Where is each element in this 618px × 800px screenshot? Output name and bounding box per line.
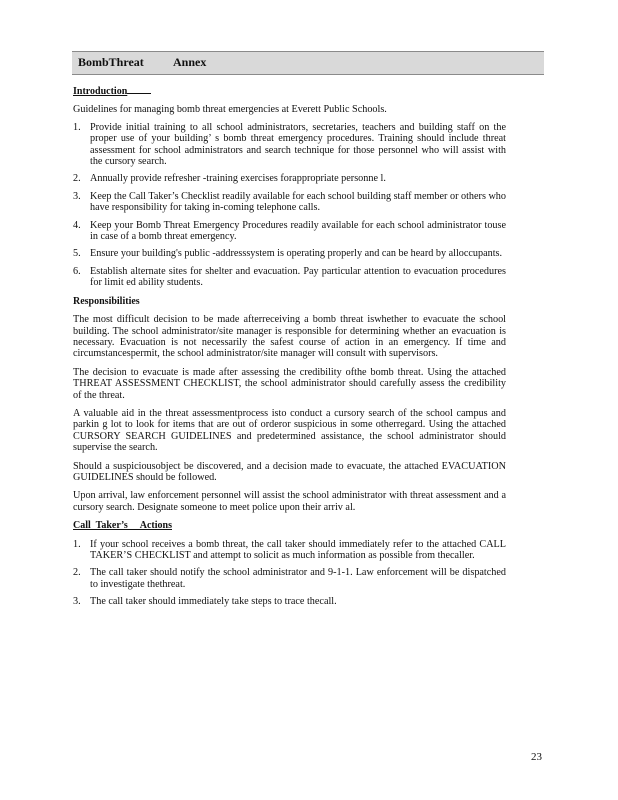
list-item [73, 266, 506, 289]
list-item [73, 248, 506, 259]
list-item-text: Ensure your building's public -addresssystem is operating properly and can be heard by alloccupants. [90, 248, 503, 260]
heading-underline [127, 84, 151, 94]
list-item [73, 220, 506, 243]
list-item [73, 539, 506, 562]
list-item-text: The call taker should immediately take steps to trace thecall. [90, 596, 337, 608]
header-annex-label: Annex [173, 55, 207, 69]
list-item [73, 596, 506, 607]
list-number: 1. [73, 121, 81, 133]
list-number: 2. [73, 567, 81, 579]
list-item-text: If your school receives a bomb threat, the call taker should immediately refer to the attached CALL TAKER’S CHECKLIST and attempt to solicit as much information as possible from thecaller. [90, 538, 506, 561]
list-number: 3. [73, 596, 81, 608]
responsibilities-paragraph: The most difficult decision to be made afterreceiving a bomb threat iswhether to evacuate the school building. The school administrator/site manager is responsible for determining whether an evacuation is necessary. Evacuation is not necessarily the safest course of action in an emergency. If time and circumstancespermit, the school administrator/site manager will consult with supervisors. [73, 314, 506, 360]
introduction-heading [73, 84, 506, 97]
responsibilities-paragraph: Should a suspiciousobject be discovered, and a decision made to evacuate, the attached EVACUATION GUIDELINES should be followed. [73, 460, 506, 483]
page-number: 23 [531, 751, 542, 763]
introduction-heading-text: Introduction [73, 86, 128, 97]
responsibilities-paragraph: The decision to evacuate is made after assessing the credibility ofthe bomb threat. Using the attached THREAT ASSESSMENT CHECKLIST, the school administrator should carefully assess the credibility of the threat. [73, 366, 506, 401]
list-number: 6. [73, 265, 81, 277]
document-body [73, 84, 506, 608]
list-item-text: Provide initial training to all school administrators, secretaries, teachers and building staff on the proper use of your building’ s bomb threat emergency procedures. Training should include threat assessment for school administrators and search technique for those personnel who will assist with the cursory search. [90, 121, 506, 168]
introduction-list [73, 122, 506, 289]
list-number: 5. [73, 248, 81, 260]
list-item-text: The call taker should notify the school administrator and 9-1-1. Law enforcement will be dispatched to investigate thethreat. [90, 567, 506, 590]
list-number: 1. [73, 538, 81, 550]
list-item [73, 191, 506, 214]
list-item-text: Keep the Call Taker’s Checklist readily available for each school building staff member or others who have responsibility for taking in-coming telephone calls. [90, 190, 506, 214]
list-item-text: Annually provide refresher -training exercises forappropriate personne l. [90, 173, 386, 185]
responsibilities-paragraph: A valuable aid in the threat assessmentprocess isto conduct a cursory search of the school campus and parkin g lot to look for items that are out of orderor suspicious in some otherregard. Using the attached CURSORY SEARCH GUIDELINES and predetermined assistance, the school administrator should supervise the search. [73, 407, 506, 454]
list-number: 2. [73, 173, 81, 185]
list-item [73, 567, 506, 590]
list-number: 4. [73, 219, 81, 231]
list-item [73, 122, 506, 168]
responsibilities-heading: Responsibilities [73, 295, 140, 307]
list-item-text: Establish alternate sites for shelter and evacuation. Pay particular attention to evacuation procedures for limit ed ability students. [90, 265, 506, 289]
introduction-line: Guidelines for managing bomb threat emergencies at Everett Public Schools. [73, 104, 387, 116]
responsibilities-paragraph: Upon arrival, law enforcement personnel will assist the school administrator with threat assessment and a cursory search. Designate someone to meet police upon their arriv al. [73, 490, 506, 513]
header-title: BombThreat [78, 55, 144, 69]
call-taker-heading: Call Taker’s Actions [73, 520, 172, 532]
call-taker-list [73, 539, 506, 608]
list-item-text: Keep your Bomb Threat Emergency Procedures readily available for each school administrator touse in case of a bomb threat emergency. [90, 219, 506, 243]
list-item [73, 173, 506, 184]
annex-header-bar [72, 51, 544, 75]
list-number: 3. [73, 190, 81, 202]
